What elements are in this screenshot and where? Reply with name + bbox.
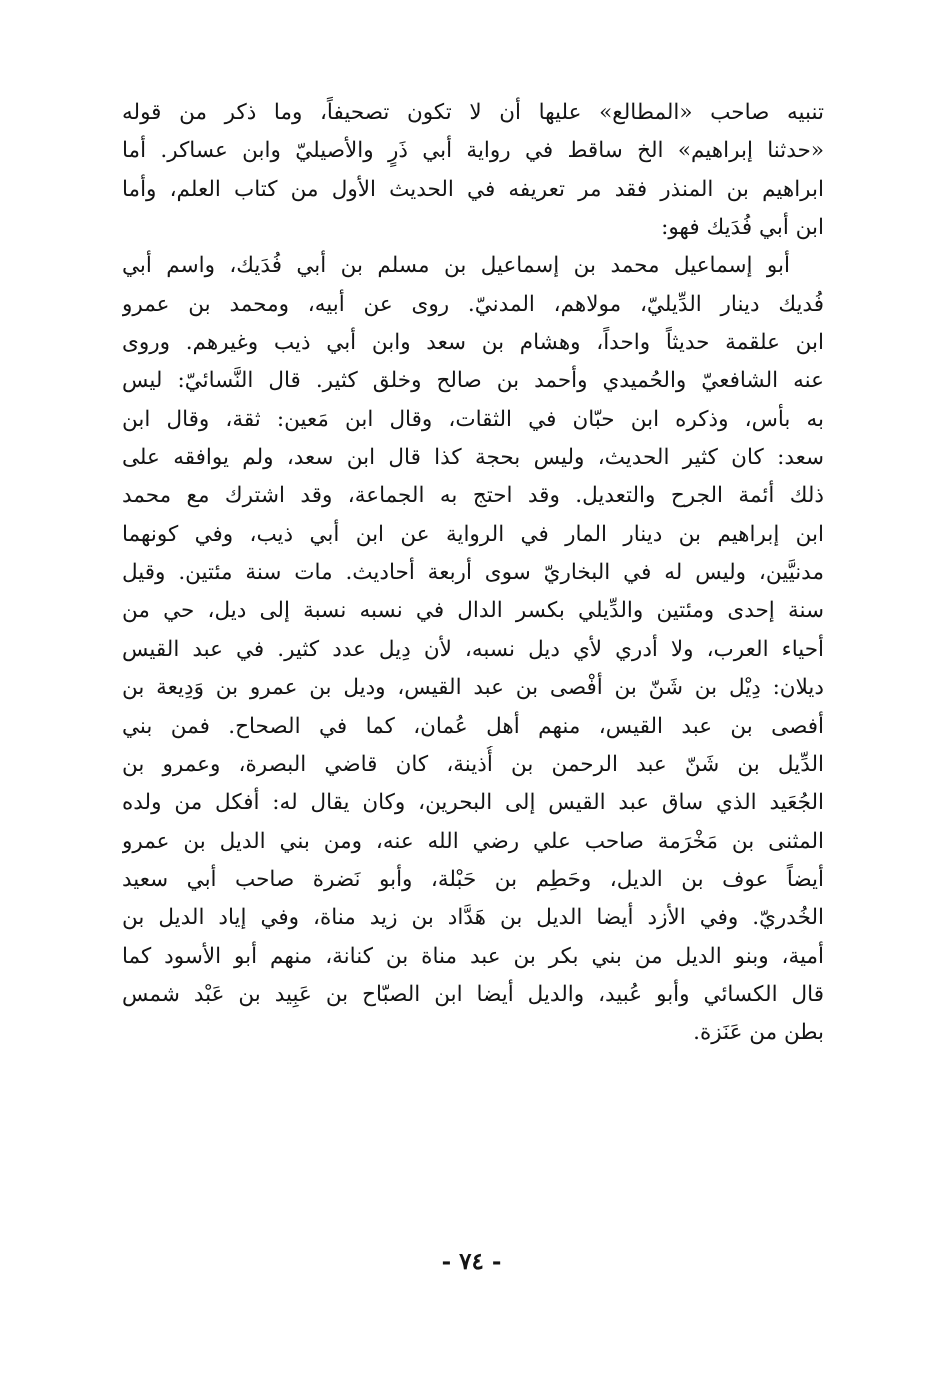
text-line: الخُدريّ. وفي الأزد أيضا الديل بن هَدَّاد بن زيد مناة، وفي إياد الديل بن (122, 905, 824, 931)
text-line: أمية، وبنو الديل من بني بكر بن عبد مناة بن كنانة، منهم أبو الأسود كما (122, 943, 824, 969)
text-line: ابن علقمة حديثاً واحداً، وهشام بن سعد وابن أبي ذيب وغيرهم. وروى (122, 330, 824, 356)
text-line: ذلك أئمة الجرح والتعديل. وقد احتج به الجماعة، وقد اشترك مع محمد (122, 483, 824, 509)
text-line: سعد: كان كثير الحديث، وليس بحجة كذا قال ابن سعد، ولم يوافقه على (122, 445, 824, 471)
text-line: ابن أبي فُدَيك فهو: (661, 215, 824, 241)
text-line: عنه الشافعيّ والحُميدي وأحمد بن صالح وخلق كثير. قال النَّسائيّ: ليس (122, 368, 824, 394)
text-line: مدنيَّين، وليس له في البخاريّ سوى أربعة أحاديث. مات سنة مئتين. وقيل (122, 560, 824, 586)
text-line: فُديك دينار الدِّيليّ، مولاهم، المدنيّ. روى عن أبيه، ومحمد بن عمرو (122, 291, 824, 317)
text-line: الجُعَيد الذي ساق عبد القيس إلى البحرين، وكان يقال له: أفكل من ولده (122, 790, 824, 816)
text-line: سنة إحدى ومئتين والدِّيلي بكسر الدال في نسبه نسبة إلى ديل، حي من (122, 598, 824, 624)
text-line: ابن إبراهيم بن دينار المار في الرواية عن ابن أبي ذيب، وفي كونهما (122, 521, 824, 547)
text-line: أفصى بن عبد القيس، منهم أهل عُمان، كما في الصحاح. فمن بني (122, 713, 824, 739)
text-line: قال الكسائي وأبو عُبيد، والديل أيضا ابن الصبّاح بن عَبِيد بن عَبْد شمس (122, 981, 824, 1007)
text-line: «حدثنا إبراهيم» الخ ساقط في رواية أبي ذَرٍ والأصيليّ وابن عساكر. أما (122, 138, 824, 164)
text-line: به بأس، وذكره ابن حبّان في الثقات، وقال ابن مَعين: ثقة، وقال ابن (122, 406, 824, 432)
text-line: بطن من عَنَزة. (693, 1020, 824, 1046)
text-line: الدِّيل بن شَنّ عبد الرحمن بن أُذينة، كان قاضي البصرة، وعمرو بن (122, 751, 824, 777)
page-number: - ٧٤ - (441, 1248, 502, 1275)
text-line: أيضاً عوف بن الديل، وحَطِم بن حَبْلة، وأبو نَضرة صاحب أبي سعيد (122, 866, 824, 892)
text-line: ابراهيم بن المنذر فقد مر تعريفه في الحديث الأول من كتاب العلم، وأما (122, 176, 824, 202)
text-line: أبو إسماعيل محمد بن إسماعيل بن مسلم بن أبي فُدَيك، واسم أبي (122, 253, 790, 279)
text-line: أحياء العرب، ولا أدري لأي ديل نسبه، لأن دِيل عدد كثير. في عبد القيس (122, 636, 824, 662)
text-line: ديلان: دِيْل بن شَنّ بن أفْصى بن عبد القيس، وديل بن عمرو بن وَدِيعة بن (122, 675, 824, 701)
body-text (122, 94, 824, 1053)
text-line: المثنى بن مَخْرَمة صاحب علي رضي الله عنه، ومن بني الديل بن عمرو (122, 828, 824, 854)
text-line: تنبيه صاحب «المطالع» عليها أن لا تكون تصحيفاً، وما ذكر من قوله (122, 100, 824, 125)
